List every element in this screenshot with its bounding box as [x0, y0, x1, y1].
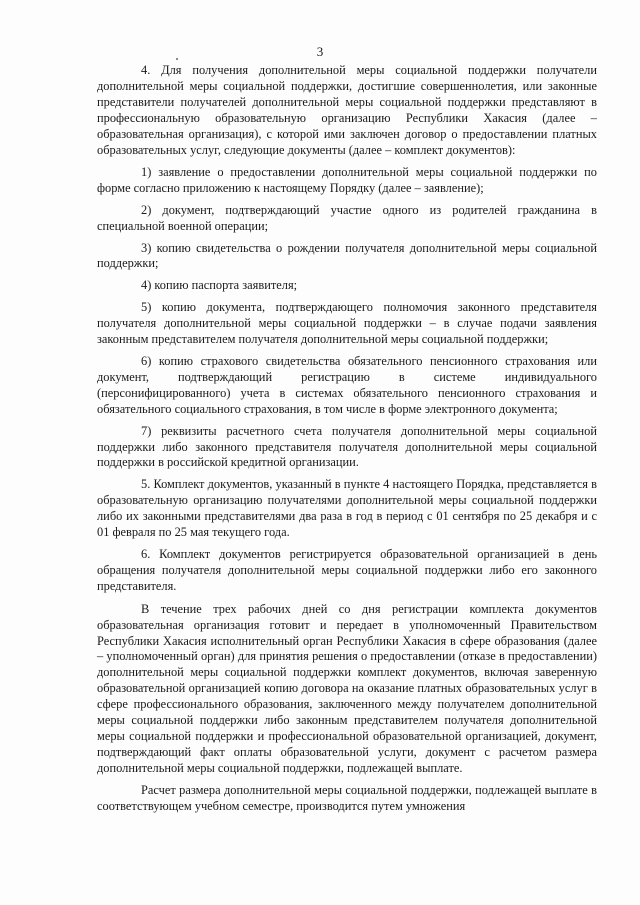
list-item-2: 2) документ, подтверждающий участие одного из родителей гражданина в специальной военной операции;	[97, 202, 597, 233]
paragraph-item-6: 6. Комплект документов регистрируется образовательной организацией в день обращения получателя дополнительной меры социальной поддержки либо его законного представителя.	[97, 547, 597, 594]
list-item-1: 1) заявление о предоставлении дополнительной меры социальной поддержки по форме согласно приложению к настоящему Порядку (далее – заявление);	[97, 164, 597, 195]
document-body	[97, 63, 597, 821]
list-item-3: 3) копию свидетельства о рождении получателя дополнительной меры социальной поддержки;	[97, 240, 597, 271]
list-item-4: 4) копию паспорта заявителя;	[141, 278, 298, 293]
scan-speck	[176, 58, 178, 60]
list-item-7: 7) реквизиты расчетного счета получателя дополнительной меры социальной поддержки либо законного представителя получателя дополнительной меры социальной поддержки в российской кредитной организации.	[97, 423, 597, 470]
paragraph-item-4: 4. Для получения дополнительной меры социальной поддержки получатели дополнительной меры социальной поддержки, достигшие совершеннолетия, или законные представители получателей дополнительной меры социальной поддержки представляют в профессиональную образовательную организацию Республики Хакасия (далее – образовательная организация), с которой ими заключен договор о предоставлении платных образовательных услуг, следующие документы (далее – комплект документов):	[97, 63, 597, 157]
list-item-6: 6) копию страхового свидетельства обязательного пенсионного страхования или документ, подтверждающий регистрацию в системе индивидуального (персонифицированного) учета в системах обязательного пенсионного страхования и обязательного социального страхования, в том числе в форме электронного документа;	[97, 354, 597, 416]
paragraph-three-days: В течение трех рабочих дней со дня регистрации комплекта документов образовательная организация готовит и передает в уполномоченный Правительством Республики Хакасия исполнительный орган Республики Хакасия в сфере образования (далее – уполномоченный орган) для принятия решения о предоставлении (отказе в предоставлении) дополнительной меры социальной поддержки комплект документов, включая заверенную образовательной организацией копию договора на оказание платных образовательных услуг в сфере профессионального образования, заключенного между получателем дополнительной меры социальной поддержки либо законным представителем получателя дополнительной меры социальной поддержки и профессиональной образовательной организацией, документ, подтверждающий факт оплаты образовательной услуги, документ с расчетом размера дополнительной меры социальной поддержки, подлежащей выплате.	[97, 601, 597, 775]
paragraph-calculation: Расчет размера дополнительной меры социальной поддержки, подлежащей выплате в соответствующем учебном семестре, производится путем умножения	[97, 783, 597, 814]
paragraph-item-5: 5. Комплект документов, указанный в пункте 4 настоящего Порядка, представляется в образовательную организацию получателями дополнительной меры социальной поддержки либо их законными представителями два раза в год в период с 01 сентября по 25 декабря и с 01 февраля по 25 мая текущего года.	[97, 477, 597, 540]
list-item-5: 5) копию документа, подтверждающего полномочия законного представителя получателя дополнительной меры социальной поддержки – в случае подачи заявления законным представителем получателя дополнительной меры социальной поддержки;	[97, 300, 597, 347]
page-number: 3	[316, 44, 324, 59]
